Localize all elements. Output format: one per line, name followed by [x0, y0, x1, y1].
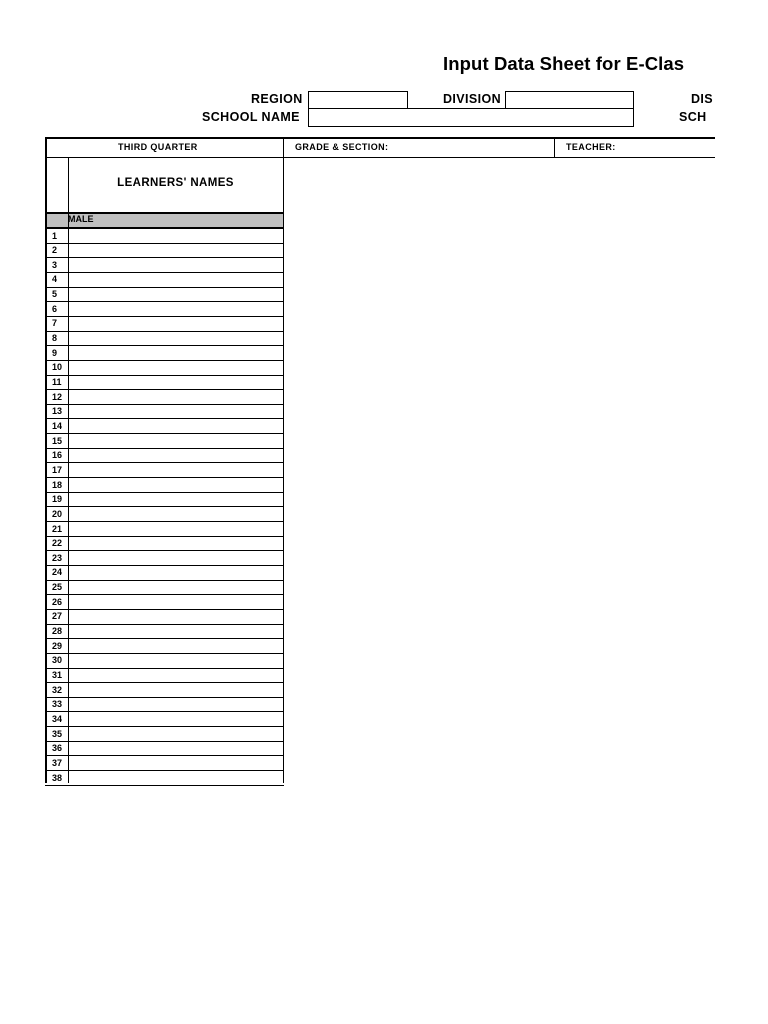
row-number: 26 [52, 596, 63, 607]
learner-name-cell[interactable] [69, 551, 283, 565]
names-column-right-border [283, 157, 285, 783]
school-name-field[interactable] [308, 108, 634, 127]
learner-name-cell[interactable] [69, 609, 283, 623]
male-band-bottom-border [45, 227, 284, 229]
learner-name-cell[interactable] [69, 302, 283, 316]
row-number: 27 [52, 611, 63, 622]
learner-name-cell[interactable] [69, 463, 283, 477]
row-number: 7 [52, 318, 58, 329]
row-number: 23 [52, 552, 63, 563]
row-number: 9 [52, 347, 58, 358]
row-number: 28 [52, 626, 63, 637]
learner-name-cell[interactable] [69, 522, 283, 536]
teacher-label[interactable]: TEACHER: [566, 142, 616, 152]
learner-name-cell[interactable] [69, 536, 283, 550]
learners-names-header: LEARNERS' NAMES [117, 177, 234, 189]
row-number: 38 [52, 772, 63, 783]
row-number: 24 [52, 567, 63, 578]
learner-name-cell[interactable] [69, 697, 283, 711]
learner-name-cell[interactable] [69, 683, 283, 697]
learner-name-cell[interactable] [69, 624, 283, 638]
learner-name-cell[interactable] [69, 639, 283, 653]
learner-name-cell[interactable] [69, 756, 283, 770]
row-number: 1 [52, 230, 58, 241]
learner-name-cell[interactable] [69, 375, 283, 389]
row-number: 15 [52, 435, 63, 446]
row-number: 32 [52, 684, 63, 695]
row-number: 3 [52, 259, 58, 270]
learner-name-cell[interactable] [69, 653, 283, 667]
row-number: 12 [52, 391, 63, 402]
learner-name-cell[interactable] [69, 229, 283, 243]
learner-name-cell[interactable] [69, 390, 283, 404]
male-label: MALE [68, 214, 94, 224]
row-number: 33 [52, 699, 63, 710]
table-top-border [45, 137, 715, 139]
school-id-label: SCH [679, 110, 707, 124]
row-number: 22 [52, 538, 63, 549]
learner-name-cell[interactable] [69, 727, 283, 741]
row-number: 36 [52, 743, 63, 754]
learner-name-cell[interactable] [69, 565, 283, 579]
row-number: 20 [52, 508, 63, 519]
row-number: 21 [52, 523, 63, 534]
learner-name-cell[interactable] [69, 419, 283, 433]
names-header-bottom-border [45, 212, 284, 214]
learner-name-cell[interactable] [69, 258, 283, 272]
row-number: 6 [52, 303, 58, 314]
row-number: 10 [52, 362, 63, 373]
row-number: 13 [52, 406, 63, 417]
row-number: 35 [52, 728, 63, 739]
row-number: 2 [52, 245, 58, 256]
division-label: DIVISION [443, 92, 502, 106]
learner-name-cell[interactable] [69, 316, 283, 330]
learner-name-cell[interactable] [69, 741, 283, 755]
learner-name-cell[interactable] [69, 668, 283, 682]
row-number: 4 [52, 274, 58, 285]
row-number: 17 [52, 464, 63, 475]
number-column-divider [68, 157, 69, 783]
row-divider [45, 785, 284, 787]
school-name-label: SCHOOL NAME [202, 110, 300, 124]
learner-name-cell[interactable] [69, 346, 283, 360]
learner-name-cell[interactable] [69, 595, 283, 609]
row-number: 31 [52, 670, 63, 680]
learner-name-cell[interactable] [69, 492, 283, 506]
band-divider-1 [283, 137, 285, 157]
row-number: 11 [52, 377, 62, 387]
row-number: 16 [52, 450, 63, 461]
learner-name-cell[interactable] [69, 287, 283, 301]
learner-name-cell[interactable] [69, 272, 283, 286]
row-number: 30 [52, 655, 63, 666]
row-number: 34 [52, 713, 63, 724]
learner-name-cell[interactable] [69, 243, 283, 257]
division-field[interactable] [505, 91, 634, 109]
learner-name-cell[interactable] [69, 712, 283, 726]
page-title: Input Data Sheet for E-Clas [443, 53, 685, 74]
district-label: DIS [691, 92, 714, 106]
learner-name-cell[interactable] [69, 478, 283, 492]
learner-name-cell[interactable] [69, 404, 283, 418]
learner-name-cell[interactable] [69, 580, 283, 594]
region-label: REGION [251, 92, 303, 106]
row-number: 25 [52, 582, 63, 593]
learner-name-cell[interactable] [69, 771, 283, 785]
row-number: 5 [52, 289, 58, 300]
row-number: 14 [52, 420, 63, 431]
band-divider-2 [554, 137, 555, 157]
learner-name-cell[interactable] [69, 434, 283, 448]
row-number: 29 [52, 640, 63, 651]
learner-name-cell[interactable] [69, 331, 283, 345]
row-number: 37 [52, 757, 63, 768]
grade-section-label[interactable]: GRADE & SECTION: [295, 142, 389, 152]
row-number: 8 [52, 333, 58, 344]
learner-name-cell[interactable] [69, 448, 283, 462]
learner-name-cell[interactable] [69, 507, 283, 521]
row-number: 18 [52, 479, 63, 490]
region-field[interactable] [308, 91, 408, 109]
row-number: 19 [52, 494, 63, 505]
table-left-border [45, 137, 47, 783]
learner-name-cell[interactable] [69, 360, 283, 374]
table-band-bottom-border [45, 157, 715, 158]
quarter-label: THIRD QUARTER [118, 142, 198, 152]
